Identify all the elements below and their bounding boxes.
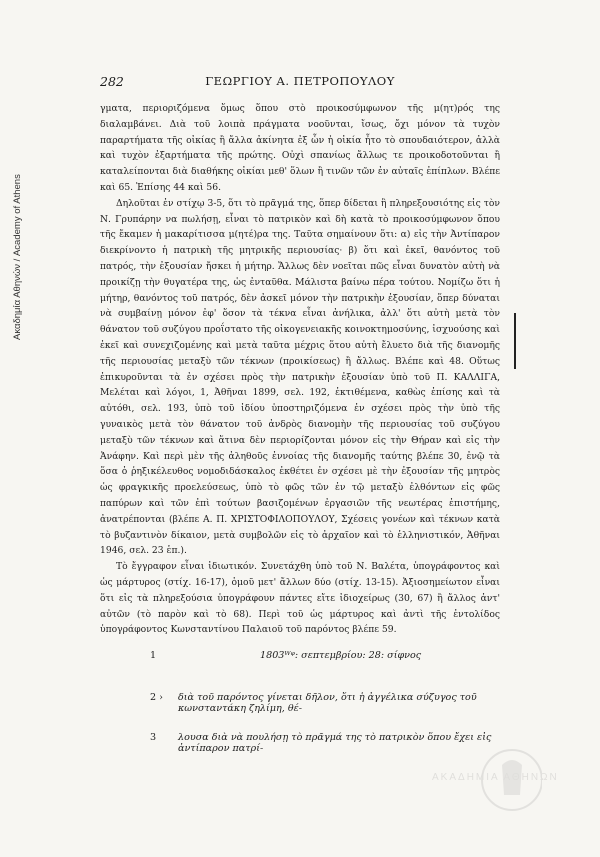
line-text: 1803ᵂᵠ: σεπτεμβρίου: 28: σίφνος	[260, 650, 422, 661]
line-number: 1	[150, 650, 157, 661]
page-number: 282	[100, 74, 124, 89]
academy-watermark	[432, 740, 559, 820]
archive-credit-text: Ακαδημία Αθηνών / Academy of Athens	[12, 174, 23, 340]
line-text: λουσα διὰ νὰ πουλήσῃ τὸ πρᾶγμά της τὸ πατρικὸν ὅπου ἔχει εἰς ἀντίπαρον πατρί-	[178, 732, 492, 754]
paragraph: Δηλοῦται ἐν στίχῳ 3-5, ὅτι τὸ πρᾶγμά της, ὅπερ δίδεται ἢ πληρεξουσιότης εἰς τὸν Ν. Γρυπάρην να πωλήσῃ, εἶναι τὸ πατρικὸν καὶ δὴ κατὰ τὸ προικοσύμφωνον ὅπου τῆς ἔκαμεν ἡ μακαρίτισσα μ(ητέ)ρα της. Ταῦτα σημαίνουν ὅτι: α) εἰς τὴν Ἀντίπαρον διεκρίνοντο ἡ πατρικὴ τῆς μητρικῆς περιουσίας· β) ὅτι καὶ ἐκεῖ, θανόντος τοῦ πατρός, τὴν ἐξουσίαν ἤσκει ἡ μήτηρ. Ἄλλως δὲν νοεῖται πῶς εἶναι δυνατὸν αὐτὴ νὰ προικίζῃ τὴν θυγατέρα της, ὡς ἐνταῦθα. Μάλιστα βαίνω πέρα τούτου. Νομίζω ὅτι ἡ μήτηρ, θανόντος τοῦ πατρός, δὲν ἀσκεῖ μόνον τὴν πατρικὴν ἐξουσίαν, ὅπερ δύναται νὰ συμβαίνῃ μόνον ἐφ' ὅσον τὰ τέκνα εἶναι ἀνήλικα, ἀλλ' ὅτι αὐτὴ μετὰ τὸν θάνατον τοῦ συζύγου προΐστατο τῆς οἰκογενειακῆς κοινοκτημοσύνης, ἰσχυούσης καὶ ἐκεῖ καὶ συνεχιζομένης καὶ μετὰ ταῦτα μέχρις ὅτου αὐτὴ ἔλυετο διὰ τῆς διανομῆς τῆς περιουσίας μεταξὺ τῶν τέκνων (προικίσεως) ἢ ἄλλως. Βλέπε καὶ 48. Οὕτως ἐπικυροῦνται τὰ ἐν σχέσει πρὸς τὴν πατρικὴν ἐξουσίαν ὑπὸ τοῦ Π. ΚΑΛΛΙΓΑ, Μελέται καὶ λόγοι, 1, Ἀθῆναι 1899, σελ. 192, ἐκτιθέμενα, καθὼς ἐπίσης καὶ τὰ αὐτόθι, σελ. 193, ὑπὸ τοῦ ἰδίου ὑποστηριζόμενα ἐν σχέσει πρὸς τὴν ὑπὸ τῆς γυναικὸς μετὰ τὸν θάνατον τοῦ ἀνδρὸς διανομὴν τῆς περιουσίας τοῦ συζύγου μεταξὺ τῶν τέκνων καὶ ἅτινα δὲν περιορίζονται μόνον εἰς τὴν Θήραν καὶ εἰς τὴν Ἀνάφην. Καὶ περὶ μὲν τῆς ἀληθοῦς ἐννοίας τῆς διανομῆς ταύτης βλέπε 30, ἐνῷ τὰ ὅσα ὁ ῥηξικέλευθος νομοδιδάσκαλος ἐκθέτει ἐν σχέσει μὲ τὴν ἐξουσίαν τῆς μητρὸς ὡς φραγκικῆς προελεύσεως, ὑπὸ τὸ φῶς τῶν ἐν τῷ μεταξὺ ἐλθόντων εἰς φῶς παπύρων καὶ τῶν ἐπὶ τούτων βασιζομένων ἐργασιῶν τῆς νεωτέρας ἐπιστήμης, ἀνατρέπονται (βλέπε Α. Π. ΧΡΙΣΤΟΦΙΛΟΠΟΥΛΟΥ, Σχέσεις γονέων καὶ τέκνων κατὰ τὸ βυζαντινὸν δίκαιον, μετὰ συμβολῶν εἰς τὸ ἀρχαῖον καὶ τὸ ἑλληνιστικόν, Ἀθῆναι 1946, σελ. 23 ἑπ.).	[100, 197, 500, 557]
page-header	[100, 74, 500, 90]
commentary-text	[100, 101, 500, 638]
line-text: διὰ τοῦ παρόντος γίνεται δῆλον, ὅτι ἡ ἀγγέλικα σύζυγος τοῦ κωνσταντάκη ζηλίμη, θέ-	[178, 692, 477, 714]
archive-credit	[12, 40, 26, 340]
marginal-mark	[514, 313, 516, 369]
paragraph: Τὸ ἔγγραφον εἶναι ἰδιωτικόν. Συνετάχθη ὑπὸ τοῦ Ν. Βαλέτα, ὑπογράφοντος καὶ ὡς μάρτυρος (στίχ. 16-17), ὁμοῦ μετ' ἄλλων δύο (στίχ. 13-15). Ἀξιοσημείωτον εἶναι ὅτι εἰς τὰ πληρεξούσια ὑπογράφουν πάντες εἴτε ἰδιοχείρως (30, 67) ἢ ἄλλος ἀντ' αὐτῶν (τὸ παρὸν καὶ τὸ 68). Περὶ τοῦ ὡς μάρτυρος καὶ ἀντὶ τῆς ἐντολίδος ὑπογράφοντος Κωνσταντίνου Παλαιοῦ τοῦ παρόντος βλέπε 59.	[100, 561, 500, 636]
line-number: 3	[150, 732, 157, 743]
paragraph: γματα, περιοριζόμενα ὅμως ὅπου στὸ προικοσύμφωνον τῆς μ(ητ)ρός της διαλαμβάνει. Διὰ τοῦ λοιπὰ πράγματα νοοῦνται, ἴσως, ὄχι μόνον τὰ τυχὸν παραρτήματα τῆς οἰκίας ἢ ἄλλα ἀκίνητα ἐξ ὧν ἡ οἰκία ἦτο τὸ σπουδαιότερον, ἀλλὰ καὶ τυχὸν ἐξαρτήματα τῆς πρώτης. Οὐχὶ σπανίως ἄλλως τε προικοδοτοῦνται ἢ καταλείπονται διὰ διαθήκης οἰκίαι μεθ' ὅλων ἢ τινῶν τῶν ἐν αὐταῖς ἐπίπλων. Βλέπε καὶ 65. Ἐπίσης 44 καὶ 56.	[100, 103, 500, 193]
running-head-author: ΓΕΩΡΓΙΟΥ Α. ΠΕΤΡΟΠΟΥΛΟΥ	[205, 74, 395, 88]
watermark-text: ΑΚΑΔΗΜΙΑ ΑΘΗΝΩΝ	[432, 772, 559, 783]
line-number: 2 ›	[150, 692, 163, 703]
